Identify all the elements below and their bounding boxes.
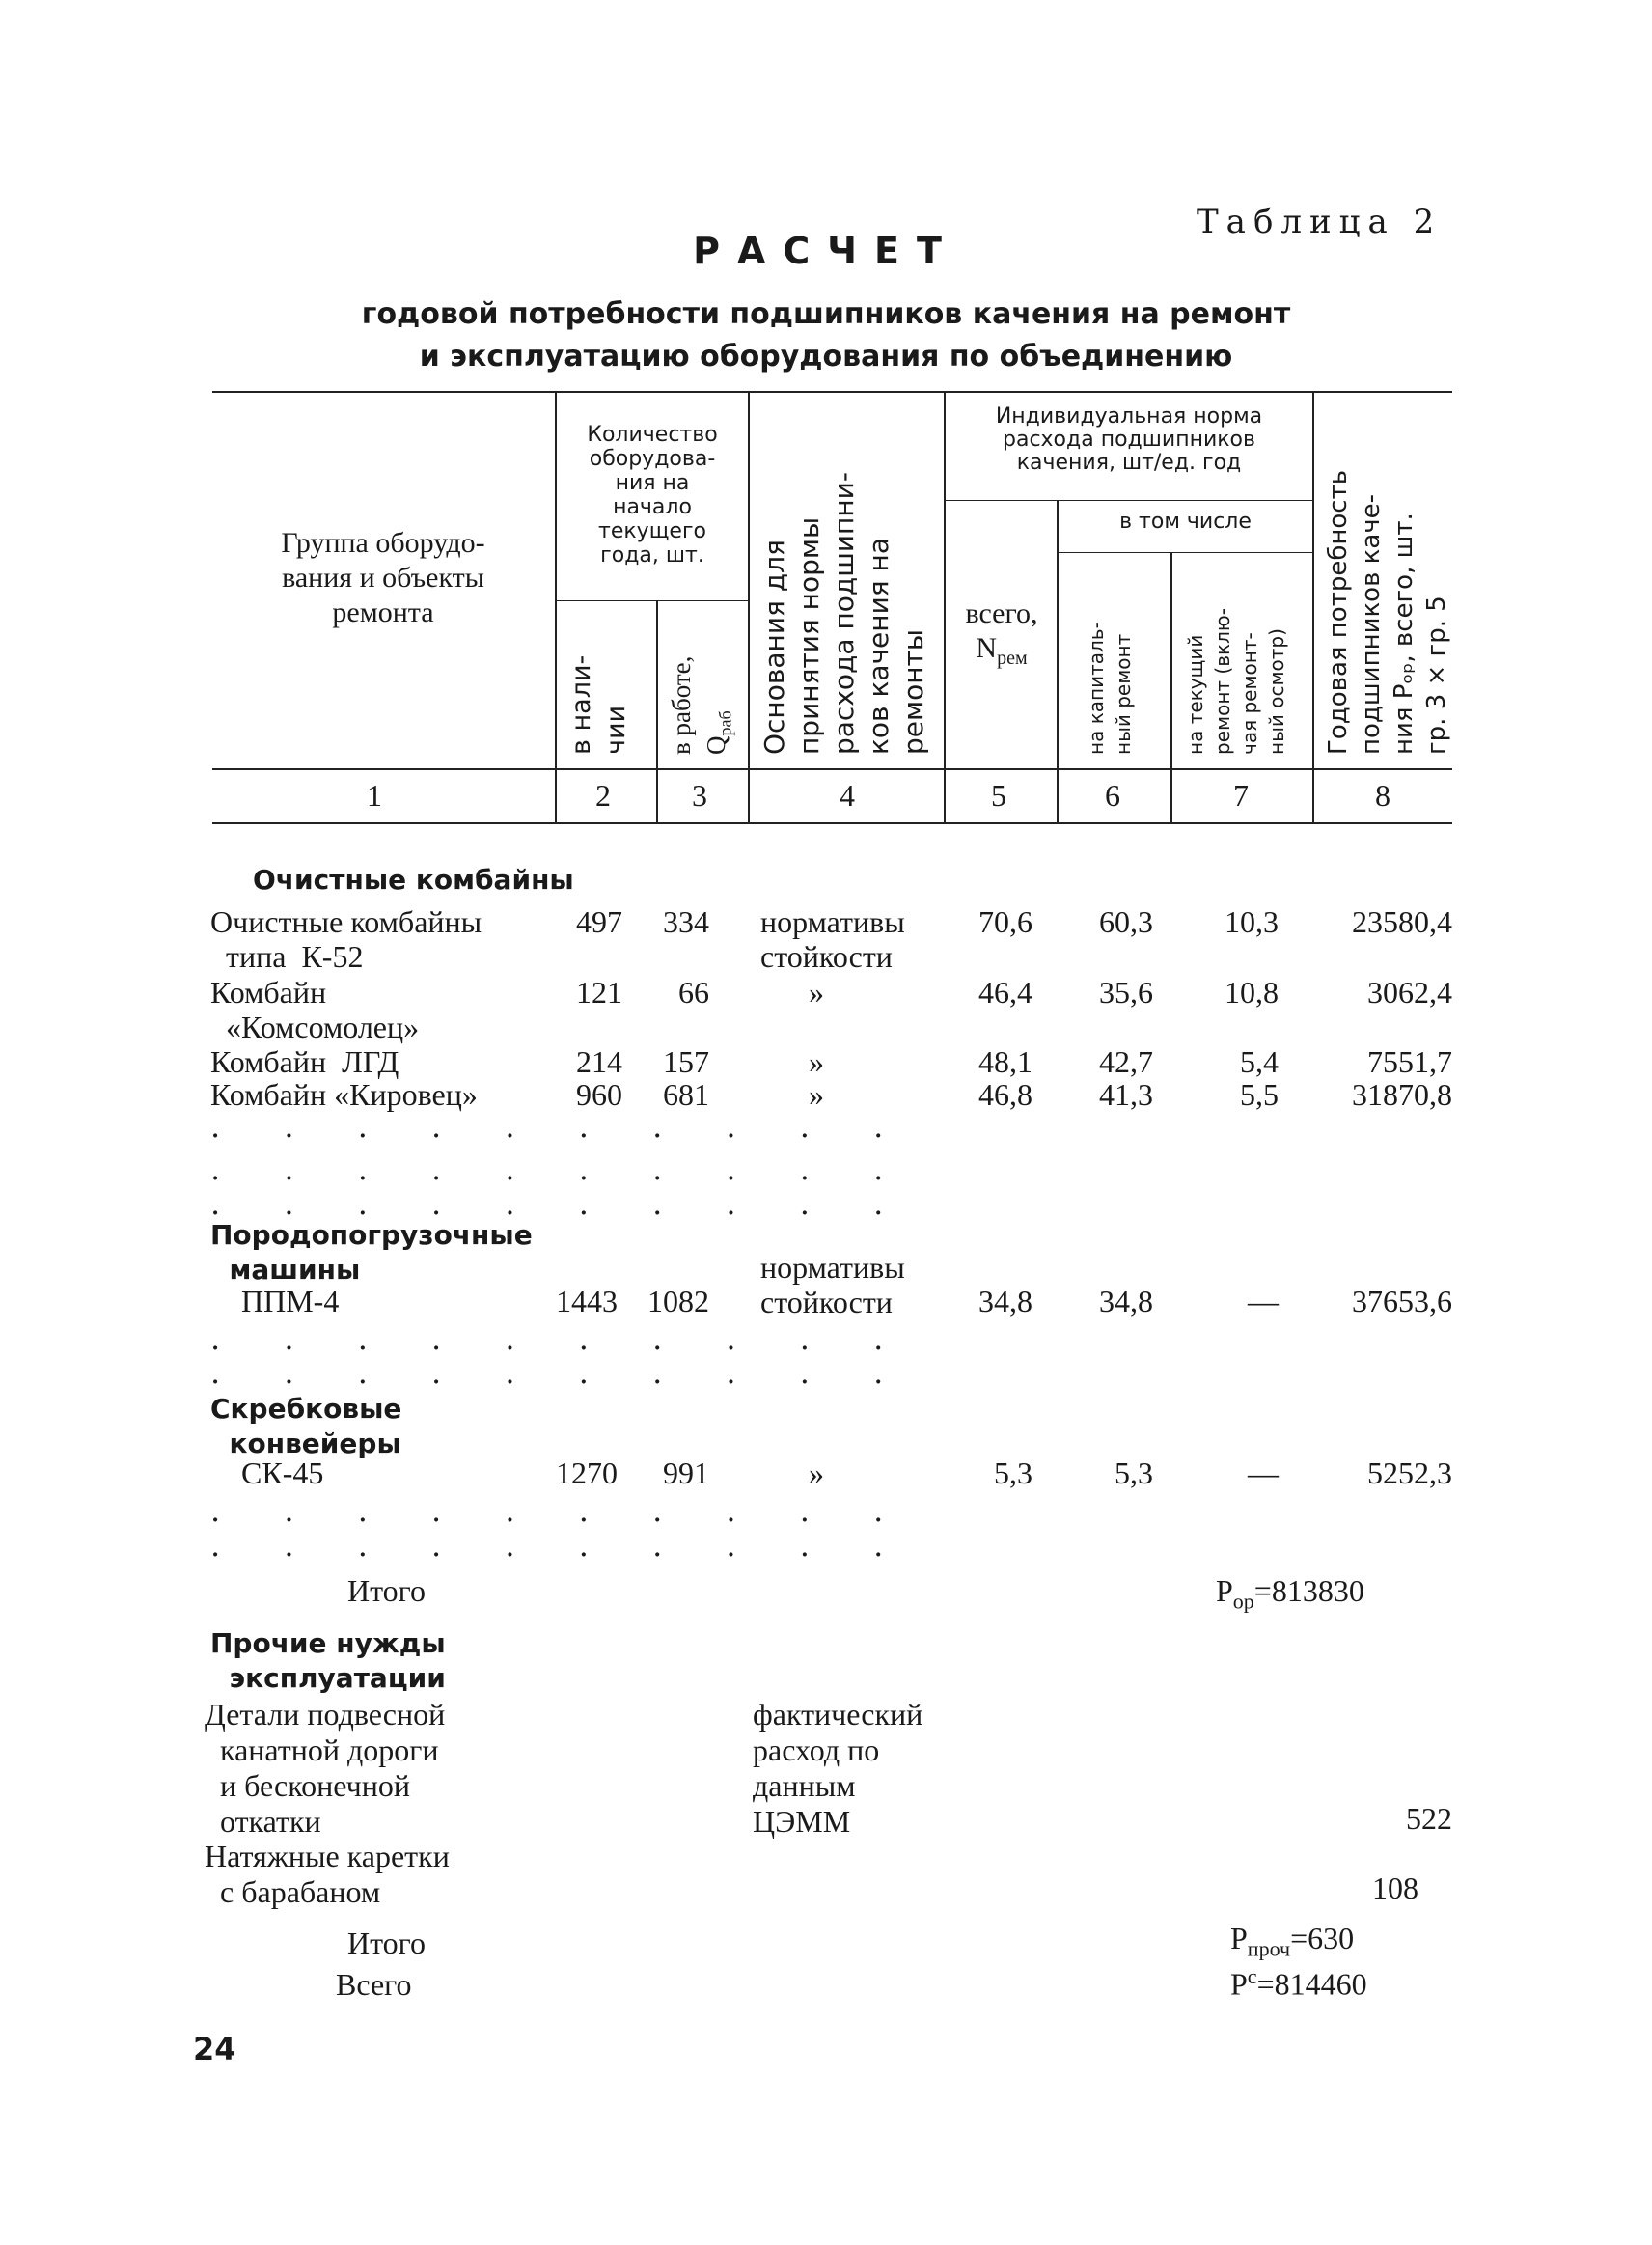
ellipsis-row: . . . . . . . . . . <box>210 1354 911 1391</box>
table-caption: Таблица 2 <box>1197 203 1443 241</box>
col567-rule <box>946 500 1312 501</box>
ellipsis-row: . . . . . . . . . . <box>210 1108 911 1145</box>
col-number-4: 4 <box>840 778 855 813</box>
header-col4: Основания для принятия нормы расхода подшипни- ков качения на ремонты <box>758 472 929 755</box>
section-title-scraper-conveyors: Скребковые конвейеры <box>210 1393 402 1459</box>
col-number-8: 8 <box>1375 778 1390 813</box>
header-col23-group: Количество оборудова- ния на начало текущего года, шт. <box>587 423 718 568</box>
ellipsis-row: . . . . . . . . . . <box>210 1320 911 1357</box>
grand-total-value: $P^с=814460$ <box>1230 1964 1367 2002</box>
total-value: $P_{ор}=813830$ <box>1216 1573 1364 1614</box>
col-divider-5 <box>1057 500 1059 822</box>
ellipsis-row: . . . . . . . . . . <box>210 1150 911 1187</box>
section-title-other-needs: Прочие нужды эксплуатации <box>210 1627 446 1694</box>
header-col8: Годовая потребность подшипников каче- ния Pₒₚ, всего, шт. гр. 3 × гр. 5 <box>1324 469 1451 755</box>
page-number: 24 <box>193 2031 236 2067</box>
header-col567-group: Индивидуальная норма расхода подшипников качения, шт/ед. год <box>995 404 1263 475</box>
page-title: РАСЧЕТ <box>693 230 959 272</box>
grand-total-label: Всего <box>336 1967 412 2002</box>
total-other-label: Итого <box>347 1926 426 1960</box>
header-col6: на капиталь- ный ремонт <box>1085 622 1135 755</box>
header-col7: на текущий ремонт (вклю- чая ремонт- ный осмотр) <box>1184 608 1288 755</box>
total-other-value: $P_{проч}=630$ <box>1230 1921 1355 1961</box>
col23-rule <box>555 600 748 601</box>
col-number-2: 2 <box>595 778 611 813</box>
col-divider-3 <box>748 391 750 822</box>
col-divider-7 <box>1312 391 1314 822</box>
numbers-bottom-rule <box>212 822 1452 824</box>
col-number-6: 6 <box>1105 778 1120 813</box>
header-col3: в работе, $Q_{раб}$ <box>667 655 735 755</box>
col-number-3: 3 <box>692 778 707 813</box>
col-number-5: 5 <box>991 778 1006 813</box>
subtitle-line-1: годовой потребности подшипников качения на ремонт <box>361 297 1291 331</box>
table-top-rule <box>212 391 1452 393</box>
ellipsis-row: . . . . . . . . . . <box>210 1185 911 1222</box>
col-number-1: 1 <box>367 778 382 813</box>
col-number-7: 7 <box>1233 778 1249 813</box>
ellipsis-row: . . . . . . . . . . <box>210 1527 911 1564</box>
subtitle-line-2: и эксплуатацию оборудования по объединению <box>419 340 1233 374</box>
header-bottom-rule <box>212 768 1452 770</box>
section-title-rock-loading-machines: Породопогрузочные машины <box>210 1219 533 1286</box>
col-divider-6 <box>1170 552 1172 822</box>
header-col67-group: в том числе <box>1119 510 1252 534</box>
header-col2: в нали- чии <box>566 654 631 755</box>
total-label: Итого <box>347 1573 426 1608</box>
col67-rule <box>1057 552 1312 553</box>
col-divider-2 <box>656 600 658 822</box>
section-title-cleaning-combines: Очистные комбайны <box>253 864 574 896</box>
header-col5: всего, $N_{рем}$ <box>965 597 1038 669</box>
header-col1: Группа оборудо- вания и объекты ремонта <box>281 527 485 628</box>
ellipsis-row: . . . . . . . . . . <box>210 1492 911 1529</box>
